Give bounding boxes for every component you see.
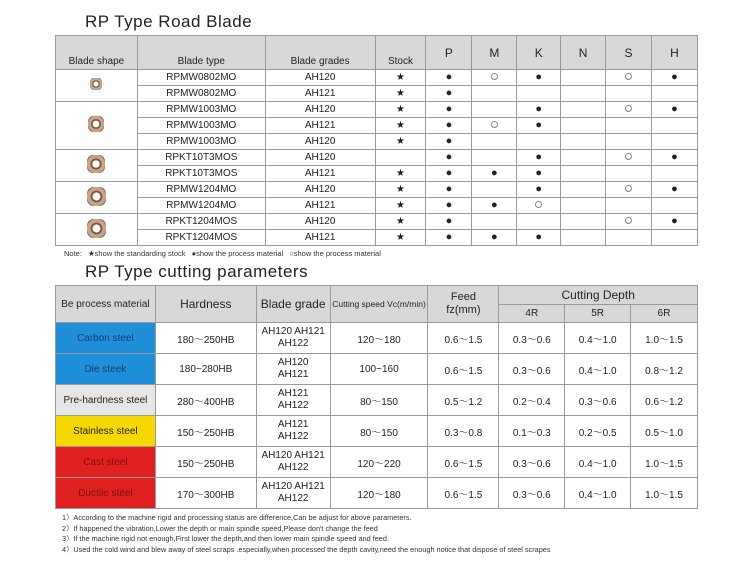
mark: ● (535, 231, 543, 243)
blade-row (56, 214, 698, 230)
header-stock: Stock (375, 36, 426, 70)
material-p-cell (426, 166, 472, 182)
blade-table (55, 35, 698, 246)
stock-cell: ★ (375, 134, 426, 150)
footnote-4: 4）Used the cold wind and blew away of steel scraps .especially,when processed the depth cavity,need the enough notice that dispose of steel scrapes (62, 544, 551, 554)
material-s-cell (606, 230, 652, 246)
blade-row (56, 86, 698, 102)
mark: ● (445, 71, 453, 83)
feed-cell: 0.5～1.2 (428, 385, 499, 416)
grade-cell: AH121 AH122 (256, 385, 330, 416)
header-cutting-depth: Cutting Depth (499, 286, 698, 305)
grade-cell: AH120 AH121 (256, 354, 330, 385)
material-s-cell (606, 70, 652, 86)
header-depth-4r: 4R (499, 305, 565, 323)
material-k-cell (517, 198, 561, 214)
material-p-cell (426, 70, 472, 86)
header-blade-shape: Blade shape (56, 36, 138, 70)
insert-image-icon (87, 187, 106, 206)
speed-cell: 120～180 (330, 323, 428, 354)
material-p-cell (426, 182, 472, 198)
material-m-cell (472, 182, 517, 198)
depth-6r-cell: 0.6～1.2 (631, 385, 698, 416)
depth-5r-cell: 0.4～1.0 (565, 447, 631, 478)
material-m-cell (472, 102, 517, 118)
blade-row (56, 150, 698, 166)
header-material: Be process material (56, 286, 156, 323)
cutting-row (56, 354, 698, 385)
header-depth-6r: 6R (631, 305, 698, 323)
depth-5r-cell: 0.4～1.0 (565, 478, 631, 509)
speed-cell: 120～220 (330, 447, 428, 478)
hardness-cell: 180～250HB (155, 323, 256, 354)
material-p-cell (426, 86, 472, 102)
note-ring: ○show the process material (289, 249, 381, 258)
material-h-cell (652, 214, 698, 230)
depth-6r-cell: 0.5～1.0 (631, 416, 698, 447)
cutting-section-title: RP Type cutting parameters (85, 262, 309, 281)
blade-grade-cell: AH121 (265, 198, 375, 214)
header-group-m: M (472, 36, 517, 70)
stock-cell: ★ (375, 198, 426, 214)
feed-cell: 0.3～0.8 (428, 416, 499, 447)
blade-grade-cell: AH120 (265, 150, 375, 166)
stock-cell: ★ (375, 182, 426, 198)
depth-5r-cell: 0.4～1.0 (565, 354, 631, 385)
grade-cell: AH120 AH121 AH122 (256, 478, 330, 509)
stock-cell: ★ (375, 70, 426, 86)
mark: ● (535, 71, 543, 83)
stock-cell: ★ (375, 214, 426, 230)
hardness-cell: 180~280HB (155, 354, 256, 385)
blade-grade-cell: AH121 (265, 166, 375, 182)
mark: ● (671, 183, 678, 195)
feed-cell: 0.6～1.5 (428, 354, 499, 385)
mark: ● (445, 167, 453, 179)
blade-type-cell: RPKT10T3MOS (137, 150, 265, 166)
material-s-cell (606, 86, 652, 102)
ring-icon (625, 185, 632, 192)
mark: ● (445, 183, 453, 195)
feed-cell: 0.6～1.5 (428, 447, 499, 478)
blade-type-cell: RPMW1204MO (137, 182, 265, 198)
mark: ● (491, 231, 498, 243)
material-h-cell (652, 70, 698, 86)
material-m-cell (472, 150, 517, 166)
blade-row (56, 134, 698, 150)
blade-shape-cell (56, 214, 138, 246)
note-label: Note: (64, 249, 82, 258)
blade-row (56, 166, 698, 182)
blade-type-cell: RPMW1204MO (137, 198, 265, 214)
material-k-cell (517, 134, 561, 150)
material-h-cell (652, 134, 698, 150)
material-s-cell (606, 182, 652, 198)
blade-shape-cell (56, 102, 138, 150)
blade-shape-cell (56, 182, 138, 214)
blade-header-row (56, 36, 698, 70)
hardness-cell: 170～300HB (155, 478, 256, 509)
blade-grade-cell: AH120 (265, 214, 375, 230)
material-p-cell (426, 198, 472, 214)
grade-cell: AH120 AH121 AH122 (256, 447, 330, 478)
footnotes (62, 513, 551, 555)
mark: ● (671, 103, 678, 115)
material-k-cell (517, 86, 561, 102)
ring-icon (625, 217, 632, 224)
material-h-cell (652, 102, 698, 118)
depth-4r-cell: 0.3～0.6 (499, 447, 565, 478)
material-m-cell (472, 134, 517, 150)
material-s-cell (606, 214, 652, 230)
material-k-cell (517, 102, 561, 118)
blade-grade-cell: AH120 (265, 134, 375, 150)
depth-5r-cell: 0.4～1.0 (565, 323, 631, 354)
insert-image-icon (87, 155, 105, 173)
blade-row (56, 70, 698, 86)
blade-grade-cell: AH121 (265, 230, 375, 246)
note-process: ●show the process material (191, 249, 284, 258)
material-h-cell (652, 230, 698, 246)
ring-icon (535, 201, 542, 208)
depth-6r-cell: 0.8～1.2 (631, 354, 698, 385)
depth-5r-cell: 0.3～0.6 (565, 385, 631, 416)
material-m-cell (472, 166, 517, 182)
hardness-cell: 280～400HB (155, 385, 256, 416)
material-n-cell (561, 182, 606, 198)
material-p-cell (426, 102, 472, 118)
stock-cell (375, 150, 426, 166)
feed-cell: 0.6～1.5 (428, 478, 499, 509)
blade-shape-cell (56, 150, 138, 182)
depth-5r-cell: 0.2～0.5 (565, 416, 631, 447)
material-m-cell (472, 86, 517, 102)
blade-type-cell: RPKT1204MOS (137, 214, 265, 230)
blade-section-title: RP Type Road Blade (85, 12, 253, 31)
blade-type-cell: RPMW0802MO (137, 86, 265, 102)
blade-row (56, 230, 698, 246)
insert-image-icon (88, 116, 104, 132)
mark: ● (671, 215, 678, 227)
header-group-n: N (561, 36, 606, 70)
header-blade-type: Blade type (137, 36, 265, 70)
header-feed (428, 286, 499, 323)
material-m-cell (472, 230, 517, 246)
ring-icon (491, 121, 498, 128)
blade-type-cell: RPMW1003MO (137, 118, 265, 134)
cutting-row (56, 447, 698, 478)
header-blade-grade: Blade grade (256, 286, 330, 323)
stock-cell: ★ (375, 230, 426, 246)
material-k-cell (517, 118, 561, 134)
material-p-cell (426, 134, 472, 150)
material-n-cell (561, 230, 606, 246)
mark: ● (445, 119, 453, 131)
cutting-table (55, 285, 698, 509)
material-n-cell (561, 70, 606, 86)
mark: ● (535, 167, 543, 179)
material-s-cell (606, 150, 652, 166)
cutting-row (56, 385, 698, 416)
blade-type-cell: RPMW0802MO (137, 70, 265, 86)
depth-4r-cell: 0.2～0.4 (499, 385, 565, 416)
material-h-cell (652, 198, 698, 214)
blade-row (56, 182, 698, 198)
grade-cell: AH121 AH122 (256, 416, 330, 447)
footnote-2: 2）If happened the vibration,Lower the depth or main spindle speed,Please don't change the feed (62, 523, 378, 533)
material-s-cell (606, 102, 652, 118)
material-k-cell (517, 70, 561, 86)
header-group-h: H (652, 36, 698, 70)
note-stock: ★show the standarding stock (87, 249, 186, 258)
depth-6r-cell: 1.0～1.5 (631, 447, 698, 478)
mark: ● (535, 119, 543, 131)
material-p-cell (426, 214, 472, 230)
material-k-cell (517, 150, 561, 166)
speed-cell: 120～180 (330, 478, 428, 509)
mark: ● (445, 199, 453, 211)
speed-cell: 80～150 (330, 385, 428, 416)
material-cell: Carbon steel (56, 323, 156, 354)
material-h-cell (652, 150, 698, 166)
ring-icon (625, 153, 632, 160)
mark: ● (445, 215, 453, 227)
material-n-cell (561, 198, 606, 214)
ring-icon (625, 105, 632, 112)
header-depth-5r: 5R (565, 305, 631, 323)
mark: ● (445, 103, 453, 115)
blade-grade-cell: AH121 (265, 86, 375, 102)
material-m-cell (472, 214, 517, 230)
material-n-cell (561, 166, 606, 182)
mark: ● (445, 231, 453, 243)
material-h-cell (652, 86, 698, 102)
material-n-cell (561, 118, 606, 134)
material-s-cell (606, 166, 652, 182)
material-cell: Cast steel (56, 447, 156, 478)
blade-row (56, 118, 698, 134)
hardness-cell: 150～250HB (155, 416, 256, 447)
blade-grade-cell: AH120 (265, 70, 375, 86)
material-h-cell (652, 118, 698, 134)
footnote-3: 3）If the machine rigid not enough,First lower the depth,and then lower main spindle speed and feed. (62, 534, 389, 544)
material-n-cell (561, 214, 606, 230)
material-p-cell (426, 150, 472, 166)
stock-cell: ★ (375, 118, 426, 134)
material-k-cell (517, 214, 561, 230)
depth-4r-cell: 0.3～0.6 (499, 354, 565, 385)
blade-shape-cell (56, 70, 138, 102)
speed-cell: 80～150 (330, 416, 428, 447)
material-m-cell (472, 70, 517, 86)
mark: ● (445, 151, 453, 163)
material-s-cell (606, 134, 652, 150)
header-hardness: Hardness (155, 286, 256, 323)
material-cell: Stainless steel (56, 416, 156, 447)
feed-unit: fz(mm) (446, 304, 481, 316)
material-cell: Pre-hardness steel (56, 385, 156, 416)
header-group-k: K (517, 36, 561, 70)
mark: ● (671, 71, 678, 83)
header-blade-grades: Blade grades (265, 36, 375, 70)
material-m-cell (472, 118, 517, 134)
blade-type-cell: RPMW1003MO (137, 102, 265, 118)
blade-type-cell: RPKT1204MOS (137, 230, 265, 246)
blade-type-cell: RPMW1003MO (137, 134, 265, 150)
mark: ● (491, 199, 498, 211)
material-m-cell (472, 198, 517, 214)
grade-cell: AH120 AH121 AH122 (256, 323, 330, 354)
material-n-cell (561, 86, 606, 102)
depth-6r-cell: 1.0～1.5 (631, 323, 698, 354)
mark: ● (535, 183, 543, 195)
header-group-s: S (606, 36, 652, 70)
mark: ● (535, 103, 543, 115)
material-n-cell (561, 150, 606, 166)
material-cell: Ductile steel (56, 478, 156, 509)
depth-4r-cell: 0.1～0.3 (499, 416, 565, 447)
stock-cell: ★ (375, 86, 426, 102)
material-n-cell (561, 102, 606, 118)
blade-row (56, 198, 698, 214)
material-s-cell (606, 198, 652, 214)
material-h-cell (652, 166, 698, 182)
material-h-cell (652, 182, 698, 198)
stock-cell: ★ (375, 166, 426, 182)
ring-icon (625, 73, 632, 80)
mark: ● (445, 87, 453, 99)
blade-grade-cell: AH120 (265, 102, 375, 118)
material-k-cell (517, 182, 561, 198)
material-n-cell (561, 134, 606, 150)
material-k-cell (517, 230, 561, 246)
insert-image-icon (90, 78, 102, 90)
cutting-row (56, 416, 698, 447)
legend-note (64, 249, 387, 258)
material-cell: Die steek (56, 354, 156, 385)
material-k-cell (517, 166, 561, 182)
mark: ● (535, 151, 543, 163)
ring-icon (491, 73, 498, 80)
material-s-cell (606, 118, 652, 134)
depth-6r-cell: 1.0～1.5 (631, 478, 698, 509)
material-p-cell (426, 230, 472, 246)
mark: ● (671, 151, 678, 163)
blade-grade-cell: AH121 (265, 118, 375, 134)
material-p-cell (426, 118, 472, 134)
cutting-row (56, 323, 698, 354)
blade-grade-cell: AH120 (265, 182, 375, 198)
cutting-row (56, 478, 698, 509)
blade-type-cell: RPKT10T3MOS (137, 166, 265, 182)
depth-4r-cell: 0.3～0.6 (499, 323, 565, 354)
mark: ● (491, 167, 498, 179)
blade-row (56, 102, 698, 118)
footnote-1: 1）According to the machine rigid and processing status are difference,Can be adjust for above parameters. (62, 513, 412, 522)
stock-cell: ★ (375, 102, 426, 118)
header-cutting-speed: Cutting speed Vc(m/min) (330, 286, 428, 323)
depth-4r-cell: 0.3～0.6 (499, 478, 565, 509)
speed-cell: 100~160 (330, 354, 428, 385)
feed-cell: 0.6～1.5 (428, 323, 499, 354)
mark: ● (445, 135, 453, 147)
header-group-p: P (426, 36, 472, 70)
hardness-cell: 150～250HB (155, 447, 256, 478)
insert-image-icon (87, 219, 106, 238)
feed-label: Feed (450, 291, 476, 303)
